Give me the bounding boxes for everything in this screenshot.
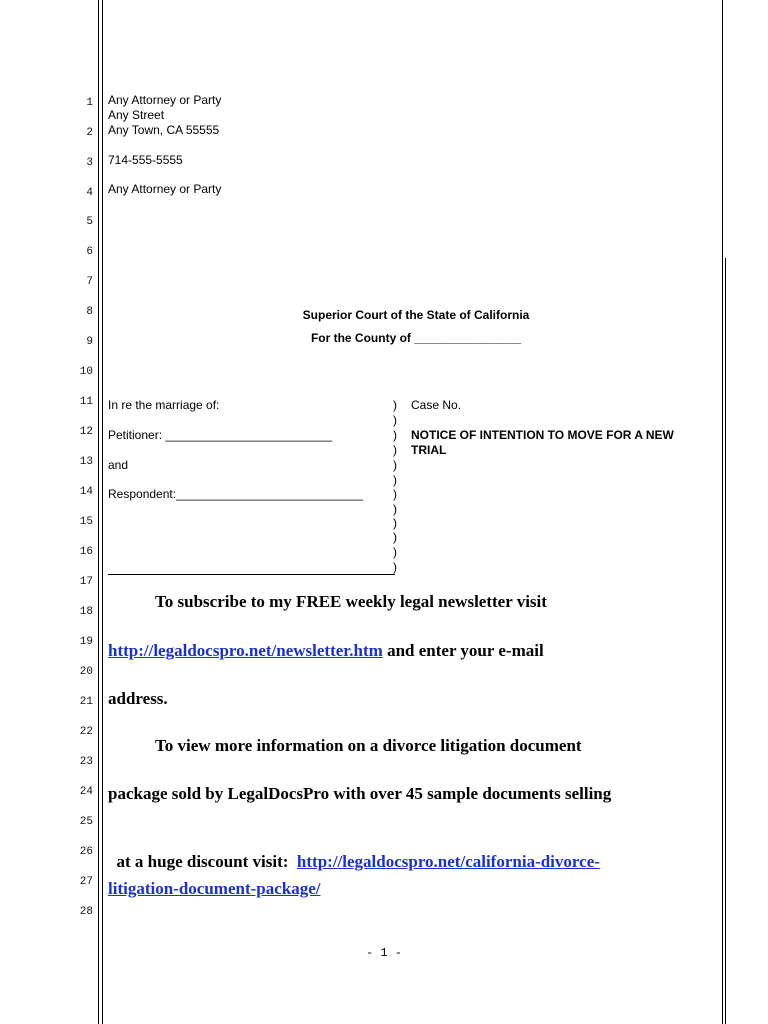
package-line2: package sold by LegalDocsPro with over 45 sample documents selling xyxy=(108,784,612,803)
attorney-for: Any Attorney or Party xyxy=(108,182,222,196)
caption-petitioner: Petitioner: _________________________ xyxy=(108,428,333,442)
attorney-city: Any Town, CA 55555 xyxy=(108,123,220,137)
line-number: 18 xyxy=(79,606,93,618)
package-line1: To view more information on a divorce litigation document xyxy=(155,736,582,755)
line-number: 17 xyxy=(79,576,93,588)
caption-paren: ) xyxy=(393,443,397,457)
package-link-part2[interactable]: litigation-document-package/ xyxy=(108,879,321,898)
line-number: 13 xyxy=(79,456,93,468)
line-number: 1 xyxy=(86,97,93,109)
line-number: 20 xyxy=(79,666,93,678)
line-number: 12 xyxy=(79,426,93,438)
caption-respondent: Respondent:____________________________ xyxy=(108,487,363,501)
line-number: 26 xyxy=(79,846,93,858)
caption-paren: ) xyxy=(393,502,397,516)
document-title-line1: NOTICE OF INTENTION TO MOVE FOR A NEW xyxy=(411,428,674,442)
left-margin-rule-inner xyxy=(102,0,103,1024)
line-number: 11 xyxy=(79,396,93,408)
caption-paren: ) xyxy=(393,516,397,530)
line-number: 8 xyxy=(86,306,93,318)
attorney-phone: 714-555-5555 xyxy=(108,153,183,167)
caption-paren: ) xyxy=(393,487,397,501)
line-number: 4 xyxy=(86,187,93,199)
package-link-part1[interactable]: http://legaldocspro.net/california-divorce- xyxy=(296,852,600,871)
newsletter-line1: To subscribe to my FREE weekly legal newsletter visit xyxy=(155,592,547,611)
line-number: 3 xyxy=(86,157,93,169)
right-margin-rule xyxy=(722,0,723,1024)
court-county: For the County of ________________ xyxy=(310,331,522,345)
line-number: 21 xyxy=(79,696,93,708)
line-number: 19 xyxy=(79,636,93,648)
caption-paren: ) xyxy=(393,545,397,559)
line-number: 7 xyxy=(86,276,93,288)
right-margin-rule-2 xyxy=(725,258,726,1024)
caption-paren: ) xyxy=(393,530,397,544)
caption-paren: ) xyxy=(393,458,397,472)
line-number: 25 xyxy=(79,816,93,828)
package-line3 xyxy=(108,832,600,872)
case-number-label: Case No. xyxy=(411,398,462,412)
line-number: 28 xyxy=(79,906,93,918)
left-margin-rule-outer xyxy=(98,0,99,1024)
court-title: Superior Court of the State of California xyxy=(302,308,530,322)
caption-paren: ) xyxy=(393,413,397,427)
attorney-name: Any Attorney or Party xyxy=(108,93,222,107)
line-number: 6 xyxy=(86,246,93,258)
line-number: 14 xyxy=(79,486,93,498)
newsletter-link[interactable]: http://legaldocspro.net/newsletter.htm xyxy=(108,641,383,660)
newsletter-line2-text: and enter your e-mail xyxy=(382,641,544,660)
line-number: 22 xyxy=(79,726,93,738)
line-number: 24 xyxy=(79,786,93,798)
page-number: - 1 - xyxy=(365,946,402,960)
line-number: 15 xyxy=(79,516,93,528)
attorney-street: Any Street xyxy=(108,108,165,122)
caption-and: and xyxy=(108,458,129,472)
line-number: 16 xyxy=(79,546,93,558)
package-line3-text: at a huge discount visit: xyxy=(116,852,297,871)
package-line4 xyxy=(108,879,321,899)
caption-bottom-rule xyxy=(108,574,395,575)
caption-paren: ) xyxy=(393,398,397,412)
caption-marriage: In re the marriage of: xyxy=(108,398,220,412)
line-number: 27 xyxy=(79,876,93,888)
line-number: 23 xyxy=(79,756,93,768)
caption-paren: ) xyxy=(393,428,397,442)
line-number: 5 xyxy=(86,216,93,228)
newsletter-line3: address. xyxy=(108,689,168,708)
line-number: 10 xyxy=(79,366,93,378)
line-number: 9 xyxy=(86,336,93,348)
caption-paren: ) xyxy=(393,473,397,487)
document-title-line2: TRIAL xyxy=(411,443,447,457)
newsletter-line2 xyxy=(108,641,544,661)
line-number: 2 xyxy=(86,127,93,139)
caption-paren: ) xyxy=(393,560,397,574)
